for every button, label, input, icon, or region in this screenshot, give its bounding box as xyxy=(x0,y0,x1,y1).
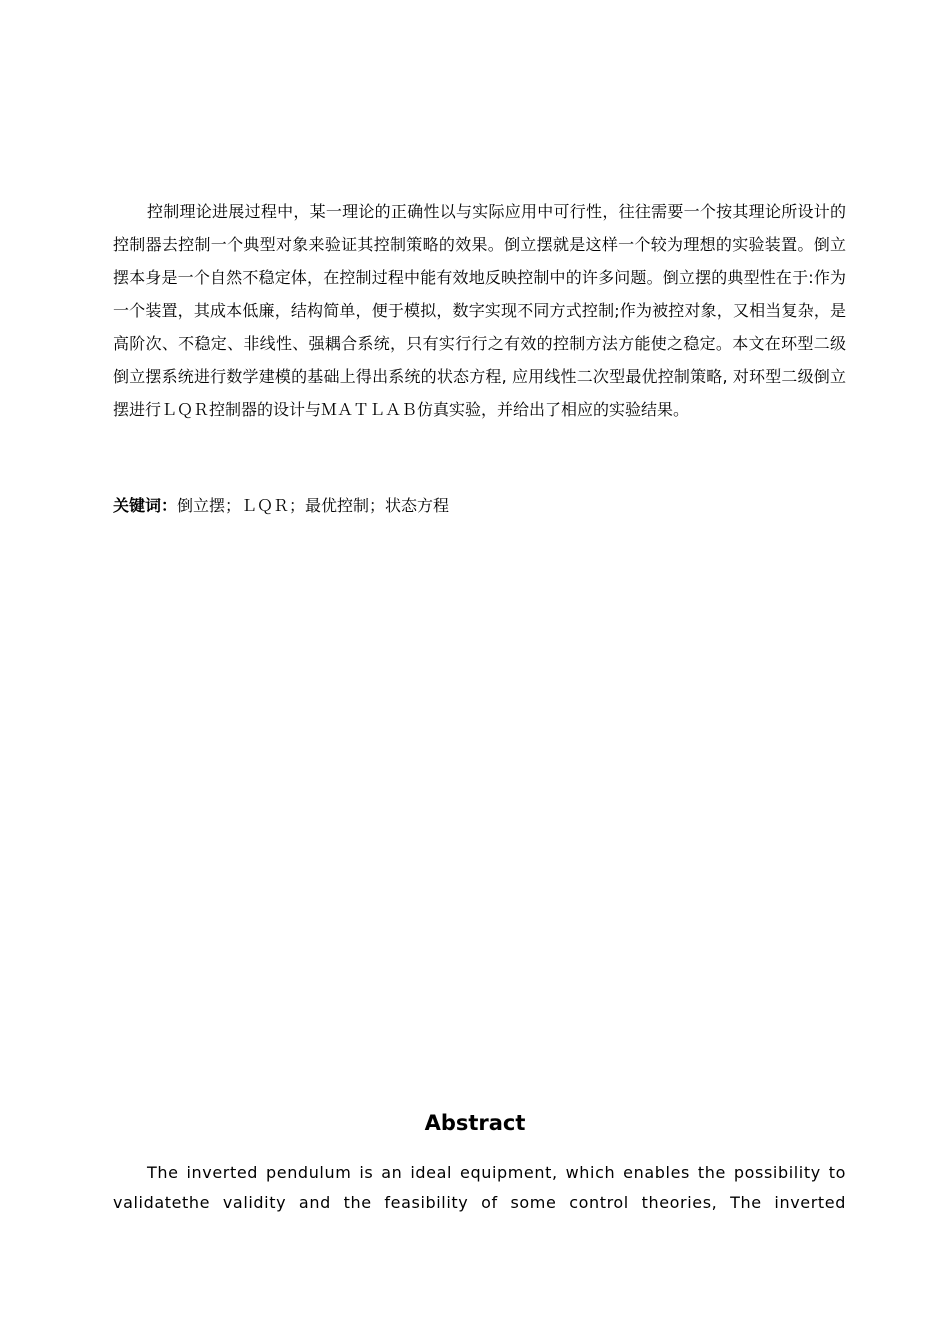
chinese-abstract-paragraph: 控制理论进展过程中，某一理论的正确性以与实际应用中可行性，往往需要一个按其理论所设计的控制器去控制一个典型对象来验证其控制策略的效果。倒立摆就是这样一个较为理想的实验装置。倒立摆本身是一个自然不稳定体，在控制过程中能有效地反映控制中的许多问题。倒立摆的典型性在于:作为一个装置，其成本低廉，结构简单，便于模拟，数字实现不同方式控制;作为被控对象，又相当复杂，是高阶次、不稳定、非线性、强耦合系统，只有实行行之有效的控制方法方能使之稳定。本文在环型二级倒立摆系统进行数学建模的基础上得出系统的状态方程, 应用线性二次型最优控制策略, 对环型二级倒立摆进行ＬＱＲ控制器的设计与ＭＡＴＬＡＢ仿真实验，并给出了相应的实验结果。 xyxy=(113,202,846,419)
english-abstract-paragraph: The inverted pendulum is an ideal equipment, which enables the possibility to validatethe validity and the feasibility of some control theories, The inverted xyxy=(113,1163,846,1212)
abstract-heading: Abstract xyxy=(424,1111,526,1135)
keywords-values: 倒立摆；ＬＱＲ；最优控制；状态方程 xyxy=(177,496,450,515)
keywords-label: 关键词： xyxy=(113,496,178,515)
keywords-line xyxy=(113,491,846,521)
